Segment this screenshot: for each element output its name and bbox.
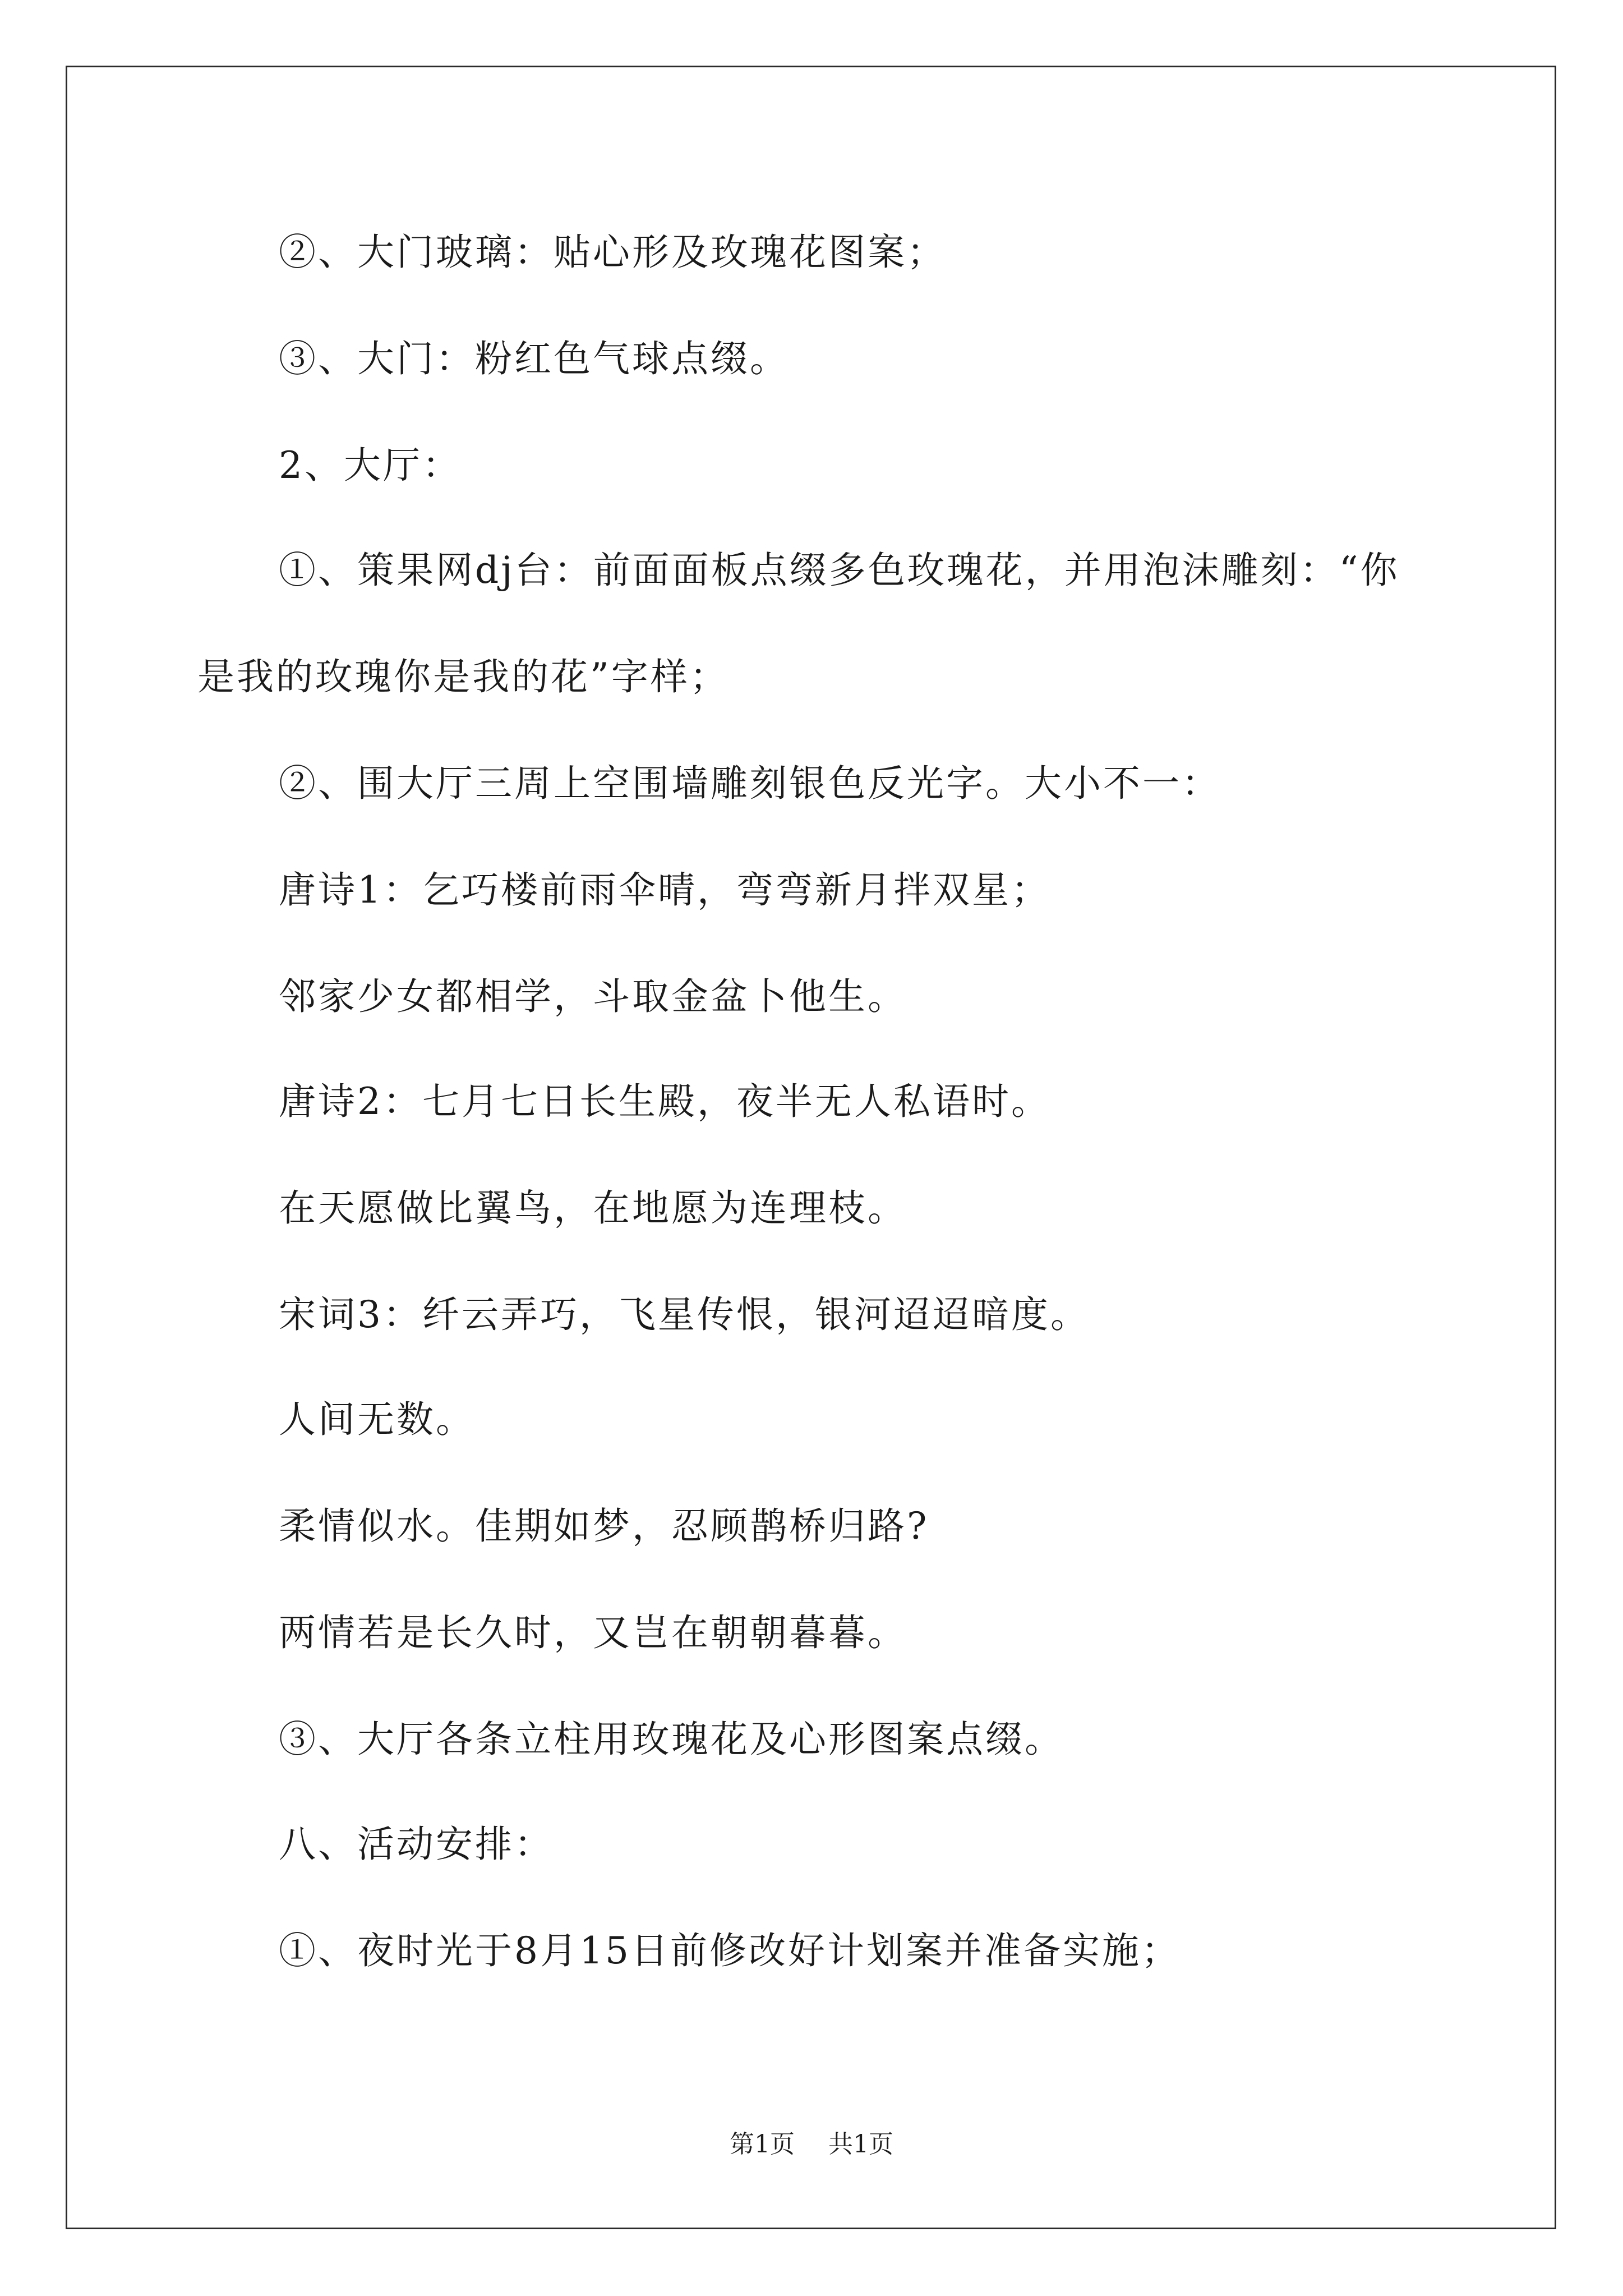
paragraph: 宋词3：纤云弄巧，飞星传恨，银河迢迢暗度。 [279,1293,1090,1336]
paragraph: ②、围大厅三周上空围墙雕刻银色反光字。大小不一： [279,762,1221,805]
paragraph: 两情若是长久时，又岂在朝朝暮暮。 [279,1611,907,1654]
paragraph: ①、策果网dj台：前面面板点缀多色玫瑰花，并用泡沫雕刻：“你 [279,549,1400,592]
paragraph: 在天愿做比翼鸟，在地愿为连理枝。 [279,1186,907,1230]
paragraph: ③、大门：粉红色气球点缀。 [279,337,789,380]
page-number: 第1页 [730,2130,795,2159]
paragraph-continuation: 是我的玫瑰你是我的花”字样； [197,655,729,698]
paragraph: 唐诗1：乞巧楼前雨伞晴，弯弯新月拌双星； [279,868,1050,912]
page-total: 共1页 [828,2130,893,2159]
paragraph: 2、大厅： [279,444,462,487]
paragraph: 唐诗2：七月七日长生殿，夜半无人私语时。 [279,1080,1050,1123]
paragraph: 柔情似水。佳期如梦，忍顾鹊桥归路? [279,1504,929,1548]
paragraph: 人间无数。 [279,1398,475,1441]
paragraph: 八、活动安排： [279,1823,554,1866]
paragraph: ②、大门玻璃：贴心形及玫瑰花图案； [279,231,946,274]
page-border [66,66,1556,2229]
page-footer [0,2129,1623,2160]
paragraph: ①、夜时光于8月15日前修改好计划案并准备实施； [279,1929,1181,1972]
paragraph: 邻家少女都相学，斗取金盆卜他生。 [279,975,907,1018]
paragraph: ③、大厅各条立柱用玫瑰花及心形图案点缀。 [279,1718,1064,1761]
